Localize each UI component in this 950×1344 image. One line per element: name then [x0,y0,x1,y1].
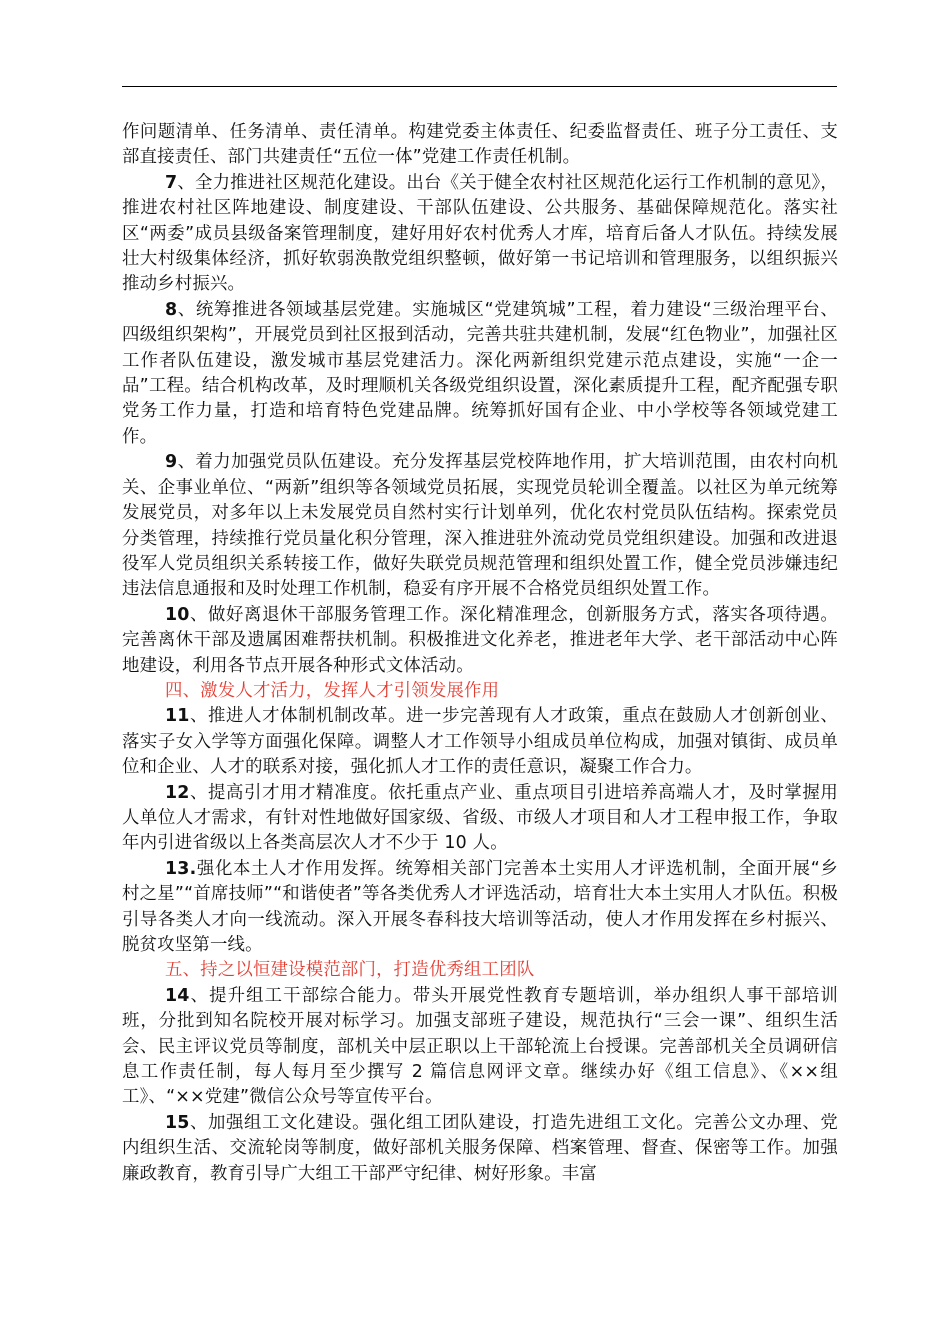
item-text: 、做好离退休干部服务管理工作。深化精准理念，创新服务方式，落实各项待遇。完善离休干部及遗属困难帮扶机制。积极推进文化养老，推进老年大学、老干部活动中心阵地建设，利用各节点开展各种形式文体活动。 [122,604,838,676]
item-number: 13. [165,858,197,879]
item-number: 10 [165,604,190,625]
item-text: 、提高引才用才精准度。依托重点产业、重点项目引进培养高端人才，及时掌握用人单位人才需求，有针对性地做好国家级、省级、市级人才项目和人才工程申报工作，争取年内引进省级以上各类高层次人才不少于 10 人。 [122,782,838,854]
item-number: 12 [165,782,190,803]
item-text: 、统筹推进各领域基层党建。实施城区“党建筑城”工程，着力建设“三级治理平台、四级组织架构”，开展党员到社区报到活动，完善共驻共建机制，发展“红色物业”，加强社区工作者队伍建设，激发城市基层党建活力。深化两新组织党建示范点建设，实施“一企一品”工程。结合机构改革，及时理顺机关各级党组织设置，深化素质提升工程，配齐配强专职党务工作力量，打造和培育特色党建品牌。统筹抓好国有企业、中小学校等各领域党建工作。 [122,299,838,447]
paragraph-item-10 [122,603,838,679]
item-number: 9 [165,452,178,473]
paragraph-item-8 [122,298,838,450]
paragraph-item-14 [122,984,838,1111]
paragraph-item-7 [122,171,838,298]
document-body [122,120,838,1187]
item-number: 14 [165,985,190,1006]
item-number: 8 [165,299,178,320]
item-number: 15 [165,1112,190,1133]
header-rule [122,86,837,87]
item-number: 11 [165,706,190,727]
paragraph-item-12 [122,781,838,857]
section-heading-4: 四、激发人才活力，发挥人才引领发展作用 [165,680,500,701]
paragraph-item-13 [122,857,838,959]
section-heading-5: 五、持之以恒建设模范部门，打造优秀组工团队 [165,960,535,981]
item-text: 、加强组工文化建设。强化组工团队建设，打造先进组工文化。完善公文办理、党内组织生活、交流轮岗等制度，做好部机关服务保障、档案管理、督查、保密等工作。加强廉政教育，教育引导广大组工干部严守纪律、树好形象。丰富 [122,1112,838,1184]
item-text: 强化本土人才作用发挥。统筹相关部门完善本土实用人才评选机制，全面开展“乡村之星”“首席技师”“和谐使者”等各类优秀人才评选活动，培育壮大本土实用人才队伍。积极引导各类人才向一线流动。深入开展冬春科技大培训等活动，使人才作用发挥在乡村振兴、脱贫攻坚第一线。 [122,858,838,955]
paragraph-continuation: 作问题清单、任务清单、责任清单。构建党委主体责任、纪委监督责任、班子分工责任、支部直接责任、部门共建责任“五位一体”党建工作责任机制。 [122,122,838,168]
item-text: 、推进人才体制机制改革。进一步完善现有人才政策，重点在鼓励人才创新创业、落实子女入学等方面强化保障。调整人才工作领导小组成员单位构成，加强对镇街、成员单位和企业、人才的联系对接，强化抓人才工作的责任意识，凝聚工作合力。 [122,706,838,778]
item-number: 7 [165,172,178,193]
paragraph-item-15 [122,1111,838,1187]
paragraph-item-11 [122,704,838,780]
item-text: 、着力加强党员队伍建设。充分发挥基层党校阵地作用，扩大培训范围，由农村向机关、企事业单位、“两新”组织等各领域党员拓展，实现党员轮训全覆盖。以社区为单元统筹发展党员，对多年以上未发展党员自然村实行计划单列，优化农村党员队伍结构。探索党员分类管理，持续推行党员量化积分管理，深入推进驻外流动党员党组织建设。加强和改进退役军人党员组织关系转接工作，做好失联党员规范管理和组织处置工作，健全党员涉嫌违纪违法信息通报和及时处理工作机制，稳妥有序开展不合格党员组织处置工作。 [122,452,838,600]
paragraph-item-9 [122,450,838,602]
item-text: 、提升组工干部综合能力。带头开展党性教育专题培训，举办组织人事干部培训班，分批到知名院校开展对标学习。加强支部班子建设，规范执行“三会一课”、组织生活会、民主评议党员等制度，部机关中层正职以上干部轮流上台授课。完善部机关全员调研信息工作责任制，每人每月至少撰写 2 篇信息网评文章。继续办好《组工信息》、《××组工》、“××党建”微信公众号等宣传平台。 [122,985,838,1108]
item-text: 、全力推进社区规范化建设。出台《关于健全农村社区规范化运行工作机制的意见》，推进农村社区阵地建设、制度建设、干部队伍建设、公共服务、基础保障规范化。落实社区“两委”成员县级备案管理制度，建好用好农村优秀人才库，培育后备人才队伍。持续发展壮大村级集体经济，抓好软弱涣散党组织整顿，做好第一书记培训和管理服务，以组织振兴推动乡村振兴。 [122,172,838,295]
